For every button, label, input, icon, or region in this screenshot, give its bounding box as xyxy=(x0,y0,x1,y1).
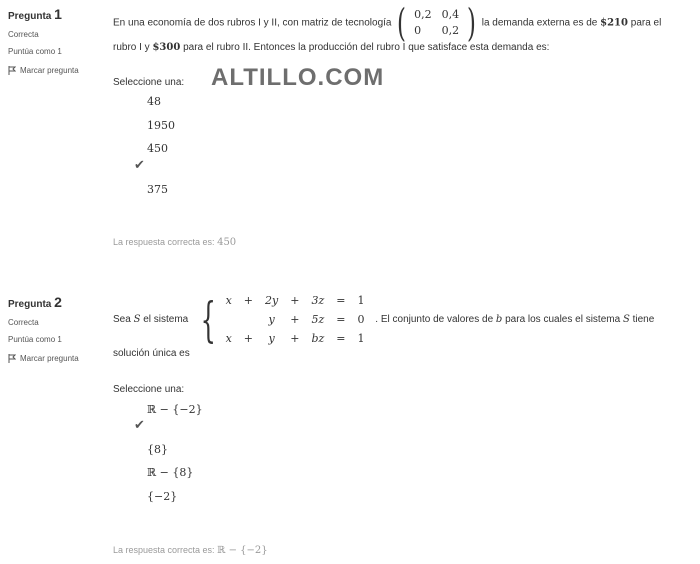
question-1-option-b[interactable]: 1950 xyxy=(147,119,175,132)
question-2-grade: Puntúa como 1 xyxy=(8,335,62,344)
watermark-text: ALTILLO.COM xyxy=(211,64,385,91)
question-2-text: Sea S el sistema { x + 2y + 3z = 1 y + 5z = 0 x + y + bz = 1 . El conjunto de valores de b para los cuales el sistema S tiene solución única es xyxy=(113,291,655,359)
check-icon: ✔ xyxy=(134,157,145,172)
question-2-option-b[interactable]: {8} xyxy=(147,443,168,456)
question-2-info xyxy=(8,294,108,363)
question-1-state: Correcta xyxy=(8,30,39,39)
question-2-number: Pregunta 2 xyxy=(8,294,62,310)
question-1-option-c[interactable]: 450 xyxy=(147,142,168,155)
question-1-grade: Puntúa como 1 xyxy=(8,47,62,56)
question-2-feedback: La respuesta correcta es: ℝ − {−2} xyxy=(113,545,268,556)
question-2-option-d[interactable]: {−2} xyxy=(147,490,178,503)
question-2-option-a[interactable]: ℝ − {−2} xyxy=(147,403,203,416)
flag-icon xyxy=(8,354,16,363)
question-2-prompt: Seleccione una: xyxy=(113,384,185,395)
question-1-text: En una economía de dos rubros I y II, con matriz de tecnología ( 0,2 0,4 0 0,2 ) la demanda externa es de $210 para el rubro I y $300 para el rubro II. Entonces la producción del rubro I que satisface esta demanda es: xyxy=(113,1,662,53)
question-1-number: Pregunta 1 xyxy=(8,6,62,22)
question-2-option-c[interactable]: ℝ − {8} xyxy=(147,466,194,479)
question-2-flag-link[interactable]: Marcar pregunta xyxy=(8,354,108,363)
question-1-feedback: La respuesta correcta es: 450 xyxy=(113,237,237,248)
question-1-info xyxy=(8,6,108,75)
question-1-flag-link[interactable]: Marcar pregunta xyxy=(8,66,108,75)
question-1-prompt: Seleccione una: xyxy=(113,77,185,88)
check-icon: ✔ xyxy=(134,417,145,432)
technology-matrix: ( 0,2 0,4 0 0,2 ) xyxy=(397,1,476,45)
flag-icon xyxy=(8,66,16,75)
question-1-option-a[interactable]: 48 xyxy=(147,95,161,108)
question-2-state: Correcta xyxy=(8,318,39,327)
question-1-option-d[interactable]: 375 xyxy=(147,183,168,196)
equation-system: { x + 2y + 3z = 1 y + 5z = 0 x + y + bz = 1 xyxy=(200,291,365,348)
